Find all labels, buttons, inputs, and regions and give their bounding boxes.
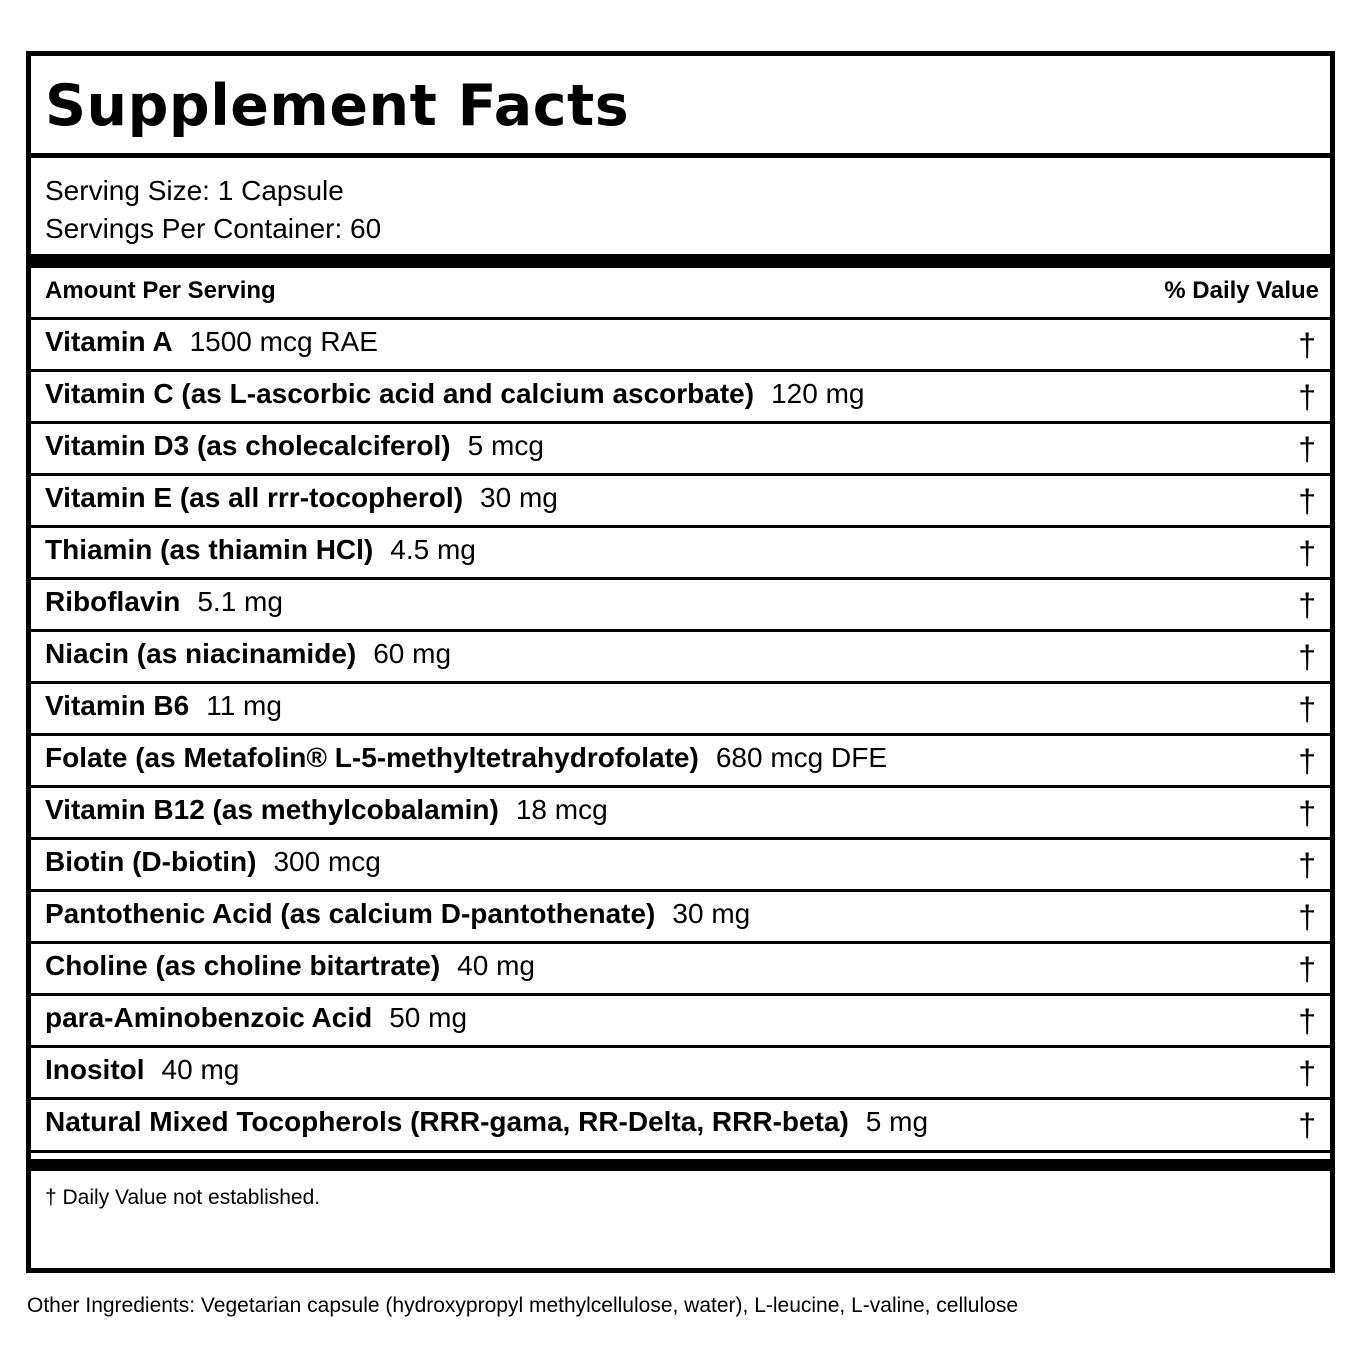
nutrient-text bbox=[45, 796, 608, 824]
nutrient-row bbox=[31, 681, 1330, 733]
nutrient-daily-value: † bbox=[1298, 691, 1316, 727]
nutrient-daily-value: † bbox=[1298, 1107, 1316, 1143]
nutrient-amount: 1500 mcg RAE bbox=[189, 326, 378, 357]
nutrient-row bbox=[31, 785, 1330, 837]
nutrient-name: Choline (as choline bitartrate) bbox=[45, 950, 441, 981]
nutrient-text bbox=[45, 484, 558, 512]
nutrient-name: Pantothenic Acid (as calcium D-pantothenate) bbox=[45, 898, 656, 929]
nutrient-amount: 30 mg bbox=[672, 898, 751, 929]
nutrient-name: Vitamin B12 (as methylcobalamin) bbox=[45, 794, 499, 825]
nutrient-text bbox=[45, 952, 535, 980]
nutrient-daily-value: † bbox=[1298, 639, 1316, 675]
nutrient-daily-value: † bbox=[1298, 795, 1316, 831]
nutrient-name: Vitamin D3 (as cholecalciferol) bbox=[45, 430, 451, 461]
nutrient-text bbox=[45, 432, 544, 460]
amount-per-serving-header: Amount Per Serving bbox=[45, 277, 276, 304]
nutrient-amount: 50 mg bbox=[389, 1002, 468, 1033]
nutrient-name: Vitamin E (as all rrr-tocopherol) bbox=[45, 482, 464, 513]
nutrient-text bbox=[45, 380, 864, 408]
panel-title: Supplement Facts bbox=[45, 73, 630, 139]
nutrient-name: Natural Mixed Tocopherols (RRR-gama, RR-Delta, RRR-beta) bbox=[45, 1106, 849, 1137]
nutrient-row bbox=[31, 421, 1330, 473]
nutrient-name: Niacin (as niacinamide) bbox=[45, 638, 357, 669]
nutrient-name: para-Aminobenzoic Acid bbox=[45, 1002, 373, 1033]
nutrient-daily-value: † bbox=[1298, 379, 1316, 415]
nutrient-text bbox=[45, 588, 283, 616]
nutrient-row bbox=[31, 837, 1330, 889]
nutrient-text bbox=[45, 536, 476, 564]
nutrient-daily-value: † bbox=[1298, 743, 1316, 779]
nutrient-amount: 300 mcg bbox=[273, 846, 381, 877]
nutrient-daily-value: † bbox=[1298, 431, 1316, 467]
nutrient-amount: 30 mg bbox=[480, 482, 558, 513]
nutrient-name: Vitamin B6 bbox=[45, 690, 190, 721]
nutrient-amount: 40 mg bbox=[161, 1054, 240, 1085]
nutrient-row bbox=[31, 993, 1330, 1045]
thick-divider-bottom bbox=[31, 1159, 1330, 1171]
daily-value-header: % Daily Value bbox=[1164, 277, 1319, 304]
nutrient-name: Folate (as Metafolin® L-5-methyltetrahydrofolate) bbox=[45, 742, 699, 773]
nutrient-daily-value: † bbox=[1298, 899, 1316, 935]
nutrient-amount: 5.1 mg bbox=[197, 586, 283, 617]
nutrient-amount: 11 mg bbox=[206, 690, 282, 721]
nutrient-row bbox=[31, 473, 1330, 525]
daily-value-footnote: † Daily Value not established. bbox=[45, 1186, 321, 1209]
servings-per-container: Servings Per Container: 60 bbox=[45, 213, 382, 244]
nutrient-name: Vitamin A bbox=[45, 326, 173, 357]
nutrient-text bbox=[45, 848, 381, 876]
nutrient-text bbox=[45, 1056, 239, 1084]
nutrient-name: Thiamin (as thiamin HCl) bbox=[45, 534, 374, 565]
nutrient-amount: 60 mg bbox=[373, 638, 452, 669]
nutrient-daily-value: † bbox=[1298, 1055, 1316, 1091]
nutrient-amount: 680 mcg DFE bbox=[715, 742, 887, 773]
nutrient-text bbox=[45, 1004, 467, 1032]
nutrient-name: Riboflavin bbox=[45, 586, 181, 617]
nutrient-daily-value: † bbox=[1298, 587, 1316, 623]
nutrient-daily-value: † bbox=[1298, 535, 1316, 571]
nutrient-amount: 5 mcg bbox=[467, 430, 544, 461]
nutrient-row bbox=[31, 889, 1330, 941]
nutrient-amount: 120 mg bbox=[771, 378, 865, 409]
nutrient-amount: 4.5 mg bbox=[390, 534, 476, 565]
nutrient-name: Inositol bbox=[45, 1054, 145, 1085]
nutrient-amount: 40 mg bbox=[457, 950, 535, 981]
nutrient-list bbox=[31, 317, 1330, 1149]
nutrient-amount: 5 mg bbox=[865, 1106, 929, 1137]
nutrient-daily-value: † bbox=[1298, 327, 1316, 363]
nutrient-row bbox=[31, 525, 1330, 577]
nutrient-text bbox=[45, 900, 750, 928]
nutrient-daily-value: † bbox=[1298, 847, 1316, 883]
other-ingredients: Other Ingredients: Vegetarian capsule (hydroxypropyl methylcellulose, water), L-leucine, L-valine, cellulose bbox=[27, 1294, 1019, 1317]
nutrient-row bbox=[31, 1045, 1330, 1097]
nutrient-daily-value: † bbox=[1298, 1003, 1316, 1039]
nutrient-list-bottom-rule bbox=[31, 1150, 1330, 1153]
nutrient-text bbox=[45, 328, 378, 356]
nutrient-name: Biotin (D-biotin) bbox=[45, 846, 257, 877]
thick-divider-top bbox=[31, 254, 1330, 268]
nutrient-text bbox=[45, 692, 282, 720]
title-divider bbox=[31, 153, 1330, 158]
nutrient-amount: 18 mcg bbox=[515, 794, 608, 825]
nutrient-daily-value: † bbox=[1298, 951, 1316, 987]
nutrient-text bbox=[45, 1108, 928, 1136]
nutrient-row bbox=[31, 1097, 1330, 1149]
nutrient-text bbox=[45, 640, 451, 668]
nutrient-row bbox=[31, 941, 1330, 993]
nutrient-row bbox=[31, 369, 1330, 421]
nutrient-name: Vitamin C (as L-ascorbic acid and calcium ascorbate) bbox=[45, 378, 755, 409]
serving-size: Serving Size: 1 Capsule bbox=[45, 175, 344, 206]
nutrient-row bbox=[31, 629, 1330, 681]
supplement-facts-panel bbox=[26, 51, 1335, 1273]
nutrient-row bbox=[31, 577, 1330, 629]
nutrient-row bbox=[31, 733, 1330, 785]
nutrient-row bbox=[31, 317, 1330, 369]
nutrient-daily-value: † bbox=[1298, 483, 1316, 519]
nutrient-text bbox=[45, 744, 887, 772]
